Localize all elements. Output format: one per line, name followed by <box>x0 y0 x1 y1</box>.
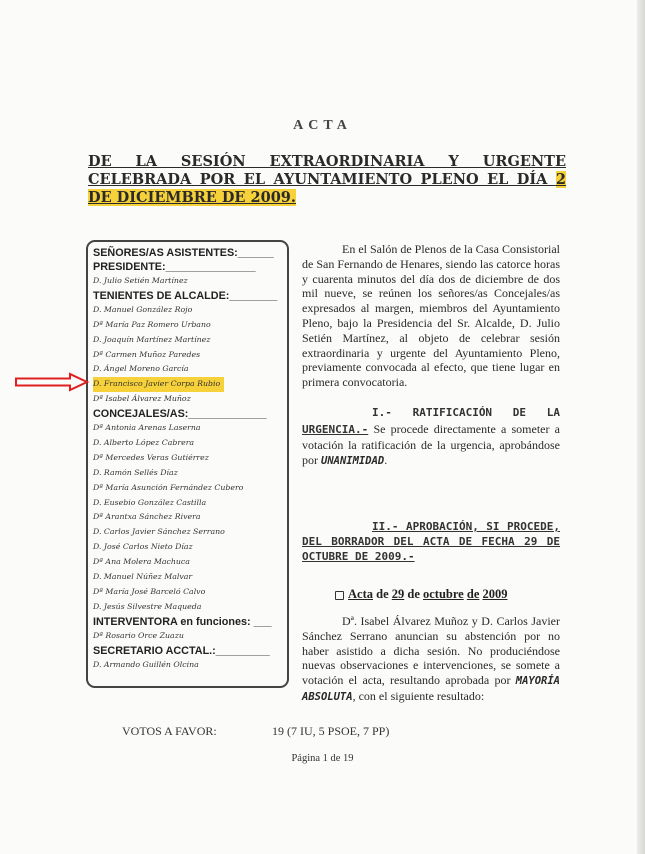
attendee-name-text: D. Eusebio González Castilla <box>93 497 207 507</box>
acta-reference <box>335 587 508 602</box>
attendee-name <box>93 392 285 407</box>
attendee-name-text: Dª Mercedes Veras Gutiérrez <box>93 452 209 462</box>
attendee-name <box>93 525 285 540</box>
attendee-group-header <box>93 615 285 629</box>
attendee-name <box>93 421 285 436</box>
section1-title-part2: URGENCIA.- <box>302 423 369 436</box>
attendee-name-text: Dª Arantxa Sánchez Rivera <box>93 512 201 522</box>
acta-year: 2009 <box>482 587 508 601</box>
attendee-name-text: Dª María Asunción Fernández Cubero <box>93 482 244 492</box>
attendee-name <box>93 303 285 318</box>
group-header-text: SECRETARIO ACCTAL.:_________ <box>93 644 270 657</box>
attendee-name <box>93 600 285 615</box>
acta-de-2: de <box>407 587 420 601</box>
attendee-name <box>93 510 285 525</box>
attendee-name <box>93 481 285 496</box>
votes-value: 19 (7 IU, 5 PSOE, 7 PP) <box>272 724 390 738</box>
acta-de-1: de <box>376 587 389 601</box>
attendee-name <box>93 436 285 451</box>
group-header-text: INTERVENTORA en funciones: ___ <box>93 615 272 628</box>
group-header-text: SEÑORES/AS ASISTENTES:______ <box>93 247 274 259</box>
attendee-name-text: D. Manuel González Rojo <box>93 304 193 314</box>
attendees-list <box>93 246 285 672</box>
section1-title-part1: I.- RATIFICACIÓN DE LA <box>372 406 560 419</box>
acta-month: octubre <box>423 587 464 601</box>
attendee-name-text: D. Armando Guillén Olcina <box>93 659 199 669</box>
attendee-name <box>93 348 285 363</box>
attendee-name-text: Dª Antonia Arenas Laserna <box>93 423 201 433</box>
attendee-name <box>93 570 285 585</box>
attendee-name-text: D. Alberto López Cabrera <box>93 438 195 448</box>
section1-emphasis: UNANIMIDAD <box>321 454 385 467</box>
checkbox-bullet-icon <box>335 591 344 600</box>
section1-text: Se procede directamente a someter a votación la ratificación de la urgencia, aprobándose por <box>302 422 561 467</box>
attendee-name-text: D. José Carlos Nieto Díaz <box>93 542 193 552</box>
attendee-name-text: D. Julio Setién Martínez <box>93 276 188 285</box>
attendee-name <box>93 318 285 333</box>
attendee-name-text: Dª Isabel Álvarez Muñoz <box>93 394 191 404</box>
attendee-name <box>93 658 285 673</box>
attendee-name <box>93 466 285 481</box>
attendee-name <box>93 629 285 644</box>
votes-label: VOTOS A FAVOR: <box>122 724 217 738</box>
attendee-name-text: D. Joaquín Martínez Martínez <box>93 334 211 344</box>
group-header-text: CONCEJALES/AS:_____________ <box>93 408 267 421</box>
attendee-name-text: Dª María Paz Romero Urbano <box>93 319 211 329</box>
attendee-name <box>93 585 285 600</box>
attendee-name-text: D. Carlos Javier Sánchez Serrano <box>93 527 225 537</box>
attendee-name <box>93 333 285 348</box>
acta-de-3: de <box>466 587 480 601</box>
page-number: Página 1 de 19 <box>291 753 354 764</box>
attendee-name <box>93 540 285 555</box>
heading-text: DE LA SESIÓN EXTRAORDINARIA Y URGENTE CELEBRADA POR EL AYUNTAMIENTO PLENO EL DÍA <box>88 153 566 188</box>
attendee-name-text: D. Manuel Núñez Malvar <box>93 572 193 582</box>
heading-date: 2 DE DICIEMBRE DE 2009. <box>88 171 566 206</box>
attendee-name <box>93 451 285 466</box>
red-arrow-icon <box>14 372 90 392</box>
acta-paragraph <box>302 614 560 705</box>
acta-paragraph-end: , con el siguiente resultado: <box>352 688 485 703</box>
attendee-group-header <box>93 644 285 658</box>
attendee-name-text: Dª Ana Molera Machuca <box>93 557 190 567</box>
attendee-group-header <box>93 260 285 274</box>
section1-end: . <box>384 452 388 467</box>
attendee-name-text: Dª María José Barceló Calvo <box>93 586 206 596</box>
session-heading <box>88 153 566 207</box>
attendee-name-text: D. Ángel Moreno García <box>93 364 189 374</box>
section2-title: II.- APROBACIÓN, SI PROCEDE, DEL BORRADOR DEL ACTA DE FECHA 29 DE OCTUBRE DE 2009.- <box>302 520 560 563</box>
attendee-name-text: Dª Rosario Orce Zuazu <box>93 630 184 640</box>
attendee-name <box>93 496 285 511</box>
attendee-name <box>93 362 285 377</box>
attendee-name-text: D. Jesús Silvestre Maqueda <box>93 601 202 611</box>
attendee-name <box>93 274 285 289</box>
acta-day: 29 <box>391 587 405 601</box>
intro-paragraph: En el Salón de Plenos de la Casa Consistorial de San Fernando de Henares, siendo las catorce horas y cuarenta minutos del día dos de diciembre de dos mil nueve, se reúnen los señores/as Concejales/as expresados al margen, miembros del Ayuntamiento Pleno, bajo la Presidencia del Sr. Alcalde, D. Julio Setién Martínez, al objeto de celebrar sesión extraordinaria y urgente del Ayuntamiento Pleno, previamente convocada al efecto, que tiene lugar en primera convocatoria. <box>302 242 560 390</box>
acta-paragraph-text: Dª. Isabel Álvarez Muñoz y D. Carlos Javier Sánchez Serrano anuncian su abstención por no haber asistido a dicha sesión. No produciéndose nuevas observaciones e intervenciones, se somete a votación el acta, resultando aprobada por <box>302 614 560 688</box>
acta-emphasis: MAYORÍA ABSOLUTA <box>302 675 561 703</box>
attendee-name-text: D. Ramón Sellés Díaz <box>93 467 178 477</box>
attendee-name-text: Dª Carmen Muñoz Paredes <box>93 349 201 359</box>
attendee-group-header <box>93 407 285 421</box>
attendee-name <box>93 555 285 570</box>
document-title: ACTA <box>293 118 352 133</box>
attendee-name <box>93 377 285 392</box>
attendee-name-text: D. Francisco Javier Corpa Rubio <box>93 377 224 392</box>
group-header-text: PRESIDENTE:_______________ <box>93 261 256 273</box>
section1-paragraph <box>302 422 560 468</box>
acta-word: Acta <box>348 587 373 601</box>
group-header-text: TENIENTES DE ALCALDE:________ <box>93 289 278 302</box>
attendee-group-header <box>93 246 285 260</box>
attendee-group-header <box>93 289 285 303</box>
